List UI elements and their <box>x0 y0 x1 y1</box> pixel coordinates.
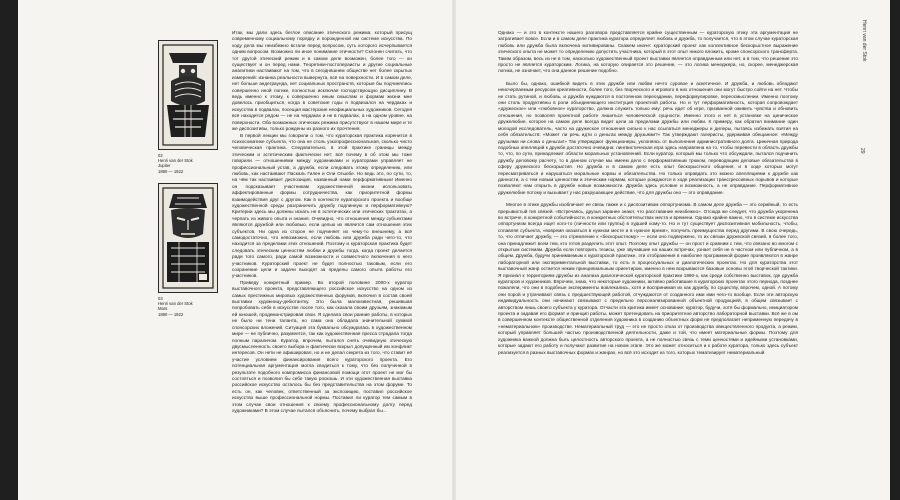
figure-title: Mars <box>158 306 168 312</box>
figure-artist: Henri van der Stok <box>158 301 193 307</box>
figure-years: 1880 — 1922 <box>158 311 184 317</box>
left-page <box>18 0 454 500</box>
right-text-column <box>498 30 798 496</box>
figure-artist: Henri van der Stok <box>158 158 193 164</box>
woodcut-mars-image <box>158 183 218 293</box>
figure-caption <box>158 296 216 317</box>
running-head: Henri van der Stok <box>861 20 867 62</box>
body-paragraph: Приведу конкретный пример. Во второй половине 2000-х куратор выставочного проекта, представляющего российское искусство на одном из самых престижных мировых художественных форумов, включил в состав своей выставки художницу-дебютантку. Это была малоизвестная, решившая попробовать себя в искусстве после того, как сказала своим друзьям, знакомым ей юношей, продемонстрировав свои. Я сделала свои ранние работы, в которых не было ни тени таланта, но сама она обладала значительной суммой спонсорских вложений. Ситуация эта буквально обсуждалась в художественном мире — не публично, разумеется, так как художественная пресса страдала тогда полным параличом. Куратор, впрочем, пытался снять очевидную этическую двусмысленность своего выбора и фактически вскрыл допущенный им конфликт интересов. Он нети не афишировал, но и не делал секрета из того, что ставит её участие условием финансирования всего кураторского проекта. Его потенциальная аргументация могла сводиться к тому, что без полученной в результате подобного компромисса финансовой помощи этот проект не мог бы состояться и позволил бы себе такую роскошь. И эти художественная выставка российское искусство осталось бы без представительства на этом форуме. То есть он, как человек, ответственный за экспозицию, поставил российское искусство выше профессиональной нормы. Поставил ли куратор тем самым в этом случае свои отношения к своему профессиональному долгу перед художниками? В этом случае пытался объяснить, почему выбрал бы... <box>232 279 412 413</box>
body-paragraph: Итак, мы дали здесь беглое описание этического режима, который присущ современному социальному порядку и порожденной им системе искусства. По ходу дела мы неизбежно встали перед вопросом, суть которого исчерпывается одним вопросом. Возможно ли иное понимание этичности? Склонен считать, что тот другой этический режим и в самом деле возможен, более того — он существует и он перед нами. Теоретики-постопераисты и другие социальные аналитики настаивают на том, что в сегодняшнем обществе нет более скрытых измерений: изнанка реальности вывернута, всё на поверхности. И в самом деле, нет больше андеграунда, нет социальных пространств, которые бы подчинялись совершенно иной логике, полностью исключая господствующую дисциплину. В ведь именно к этому, к совершенно иным смыслам и формам жизни мне довелось приобщиться, когда в советские годы я подвизался на чердаках и искусства в подвалах, посещая мастерские неофициальных художников. Сегодня всё находится рядом — не на чердаках и не в подвалах, а на одном уровне, на поверхности. Оба возможных этических режима присутствуют в нашем мире и те же диспозитивы, только рождены из разного их прочтения. <box>232 30 412 132</box>
figure-mars <box>158 183 216 317</box>
body-paragraph: В первой лекции мы говорили о том, что кураторская практика коренится в психосоматике субъекта, что она не столь узкопрофессиональная, сколько чисто человеческая практика. Следовательно, в этой практике границы между этическим и эстетическим фактически нет: всё почему в об этом мы тоже говорили — отношениями между художниками и кураторами управляет не профессиональный устав, а дружба, если следовать этому определению, или любовь, как настаивают Паскаль Гилен и Оли Огьюбе. Но ведь это, по сути, то, на чём так настаивает диспозиция, названный нами перформативным! Именно он подсказывает участникам художественной жизни использовать аффектированные формы сотрудничества, как приоритетной формы взаимодействия друг с другом. Как в контексте кураторского проекта и вообще художественной среды разграничить дружбу подлинную и перформативную? Критерии здесь мы должны искать не в эстетических или этических трактатах, а черпать из живого опыта и знания. Очевидно, что отношения между субъектами являются дружбой или любовью, если целью их является сам отношения этих субъектов. Ни одна из сторон не подчиняет их чему-то внешнему, а всё самодостаточно, что невозможно, если любовь или дружба ради чего-то, что находится за пределами этих отношений. Поэтому и кураторская практика будет следовать этическим ценностям любви и дружбы тогда, когда проект делается ради того самого, ради самой возможности и совместного включения в него участников. Кураторский проект не будет полностью таковым, если его сохранение цели и задачи выходят за пределы самого опыта работы его участников. <box>232 132 412 279</box>
page-number: 29 <box>859 148 865 154</box>
figure-caption <box>158 153 216 174</box>
figure-number: 03 <box>158 296 163 301</box>
figure-number: 02 <box>158 153 163 158</box>
body-paragraph: Однако — и это в контексте нашего разговора представляется крайне существенным — кураторскую этику эта аргументация не затрагивает вовсе. Если и в самом деле практика куратора определяет любовь и дружба, то получается, что в этом случае кураторская любовь или дружба была включена мотивированы. Скажем иначе: кураторский проект как коллективное бескорыстное выражение этического опыта не может то определению допустить участника, который в этот опыт никого вложить, кроме спонсорского трансферта. Таким образом, весь из не в том, насколько художественный проект выставки является оправданным или нет, а в том, что решение это просто не является кураторским. Логика, на которую опирается это решение, — это логика менеджера, но, скорее, менеджерская логика, не означает, что она данное решение подобно. <box>498 30 798 74</box>
woodcut-jupiter-svg <box>159 41 217 149</box>
book-spread <box>18 0 890 500</box>
figure-years: 1880 — 1922 <box>158 168 184 174</box>
figure-title: Jupiter <box>158 163 171 169</box>
body-paragraph: Многое в этике дружбы изобличает ее связь также и с диспозитивом оппортунизма. В самом деле дружба — это серийный, то есть прерывистый тип связей. «Встречаясь, друзья заранее знают, что расставание неизбежно». Отсюда же следует, что дружба укоренена во встрече, в конкретной событийности, в конкретных обстоятельствах места и времени. Однако крайне важно, что в системе искусства оппортунизм всегда ищет кого-то (личности или группы) в худшей кому-то. Но и тут существует диспозитивная мобильность, чтобы, сплавляя субъекта, «вовремя оказаться в нужном месте и в нужное время», получить преимущества перед другими. В свою очередь, то, что отличает дружбу, — это стремление к «бескорыстному» — если оно подвержено, то их связан дружеской связей, в более того, она принадлежит всем тем, кто готов разделить этот опыт. Поэтому опыт дружбы — он прост и сравним с тем, что связано во многом с открытым системам. Дружба если повторить тезисы, уже звучавшие на наших встречах, узнает себя не в частном или публичном, а в общем. Дружба, будучи принимаемым к кураторской практике, эти отображения в наиболее программной форме проявляются в жанре лабораторной или экспериментальной выставки, то есть в процессуальных и диалогических проектах. Но для кураторства этот выставочный жанр остается неким принципиальным ориентиром, именно в нем вскрываются базовые основы этой творческой тактики. Я признал к территориям дружбы из анализа диалогической кураторской практики 1990-х, как среди собственно выставок, где дружба кураторов и художников. Впрочем, знаю, что некоторые художники, активно работавшие в кураторских проектах этого периода, позднее пожалели, что они в подобные эксперименты вовлекались, хотя и воспринимая их как дружбу, по существу, впрочем, одной. А потому они порой и утрачивают связь с предшествующей работой, отчуждаются от созданного ими ими чего-то вообще. Если эти авторскую индивидуальность они начинают связывают с предельно персонализированной объектной продукцией, в общем связывает с авторством лишь своего субъекта у куратора. Отчасти эта критика имеет основание: куратор, будучи, хотя бы формально, инициатором проекта и задавая его формат и принцип работы, может претендовать на приоритетное авторство лабораторной выставки. Всё же в ом в совершенном контексте общественной отделения художника в созданию объектных форм не предполагает неприменную передачу в «нематериальном» производстве. Нематериальный труд — это не просто отказ от производства овеществленного продукта, а режим, который управляет большей частью производственной деятельности, даже и той, что имеет материальные формы. Поэтому для художника важной должна быть целостность авторского проекта, а не полностью связь с теми ценностями и идейными установками, которые задают его работу и получают развитие на новом этапе. Это же может относиться и к работе куратора, только здесь субъект реализуется в разных выставочных формах и жанрах, но всё это исходит из того, которых тематизирует нематериальный <box>498 202 798 355</box>
body-paragraph: Было бы, однако, ошибкой видеть в этих дружбе или любви нечто суровое и аскетичное. И дружба, и любовь обладают неисчерпаемым ресурсом креативности, более того, без творческого и игрового в них отношения они могут быстро сойти на нет. Чтобы не стать рутиной, и любовь, и дружба нуждаются в постоянном переоздании, переформулировке, переосмыслении. Именно поэтому они столь продуктивны в роли объединяющего институция проектной работы. Но и тут перформативность, которая сопровождает «дружеское» или «любовное» кураторство, должна служить только ему: речь идет об игре, призванной оживить чувства и обновить отношения, но позволяя проектной работе лишиться человеческой сущности. Именно этого и нет в установке на циническое дружелюбие, которое на самом деле всегда видит цели за пределами дружбы или любви. К примеру, как обратил внимание один молодой исследователь, часто на дружеское отношения сильно к нас ссылаться менеджеры и дилеры, пытаясь избежать взятия на себя обязательств: «Может ли речь идти о деньгах между друзьями?» Так утверждают галеристы, удерживая обещанное: «Между друзьями ни слова о деньгах!» Так утверждают функционеры, уклоняясь от выполнения административного долга. Циничная природа подобных апелляций к дружбе достаточно очевидна: лингвистическая игра здесь направлена на то, чтобы перевести в область дружбы то, что, по сути, принадлежит области моральных установлений. Если куратор, который мы только что обсуждали, пытался подчинить дружбу деловому расчету, то в данном случае мы имеем дело с перформативным трюком, переводящим деловые обязательства в сферу дружеского бескорыстия. Но дружба и в самом деле есть опыт бескорыстного общения, и в ходе которых могут пересматриваться и нарушаться моральные нормы и обязательства. Но только оправдать это можно апелляциями к дружбе как данности, а с тем новым ценностям и этическим нормам, которые рождаются в ходе реализации трансгрессивных порывов и которые позволяют нам открыть в дружбе новые возможности. Дружба здесь условие и возможность, а не оправдание. Перформативное дружелюбие потому и вызывает у нас разрушающее действие, что для дружбы оно — это оправдание. <box>498 80 798 195</box>
right-page <box>454 0 890 500</box>
woodcut-mars-svg <box>159 184 217 292</box>
figure-jupiter <box>158 40 216 174</box>
woodcut-jupiter-image <box>158 40 218 150</box>
left-text-column <box>232 30 412 496</box>
